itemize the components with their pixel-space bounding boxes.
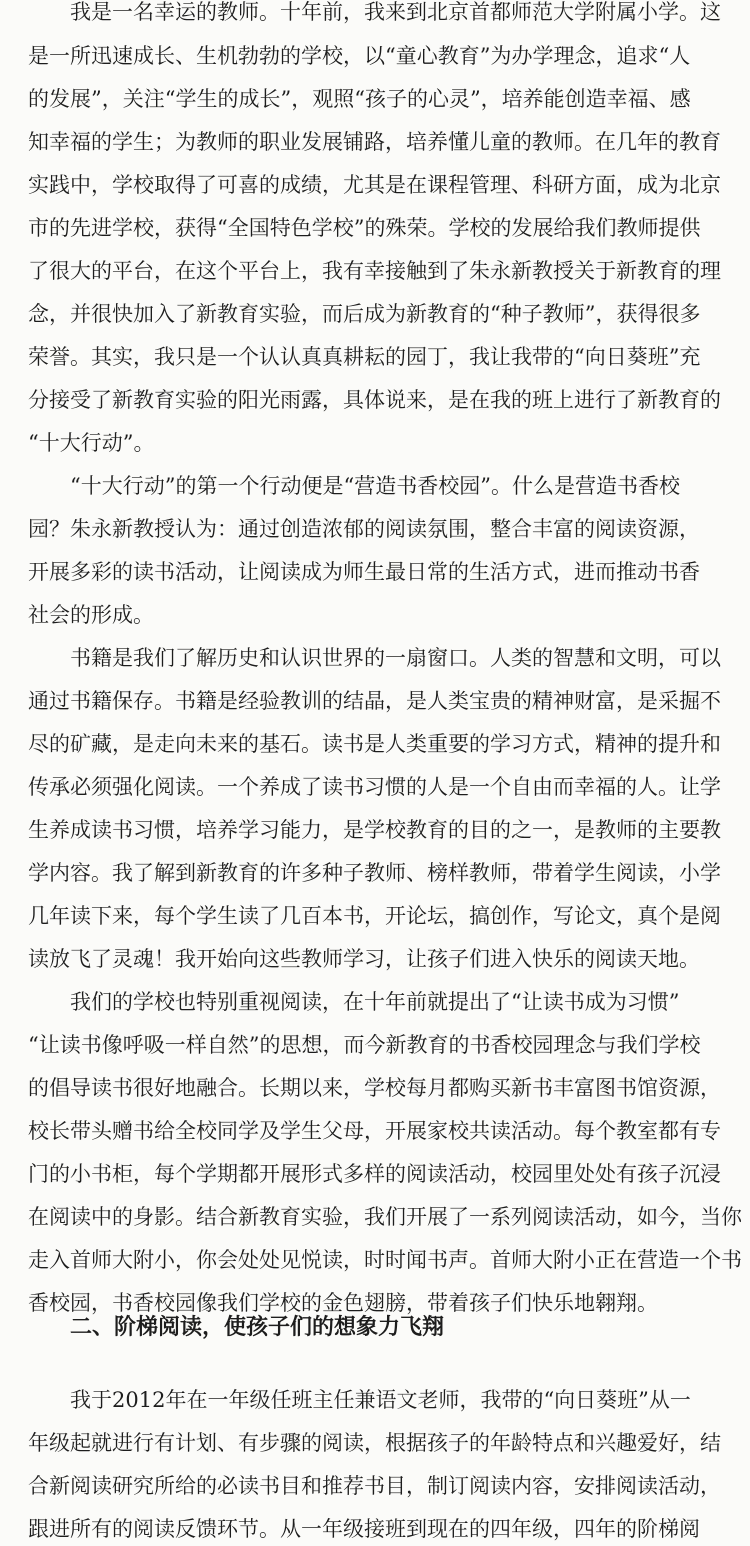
paragraph-3-line-3: 尽的矿藏，是走向未来的基石。读书是人类重要的学习方式，精神的提升和: [28, 732, 721, 756]
paragraph-1-line-1: 我是一名幸运的教师。十年前，我来到北京首都师范大学附属小学。这: [28, 0, 721, 24]
paragraph-4-line-5: 门的小书柜，每个学期都开展形式多样的阅读活动，校园里处处有孩子沉浸: [28, 1162, 721, 1186]
final-paragraph-line-4: 跟进所有的阅读反馈环节。从一年级接班到现在的四年级，四年的阶梯阅: [28, 1517, 700, 1541]
paragraph-4-line-1: 我们的学校也特别重视阅读，在十年前就提出了“让读书成为习惯”: [28, 990, 680, 1014]
final-paragraph-line-3: 合新阅读研究所给的必读书目和推荐书目，制订阅读内容，安排阅读活动，: [28, 1474, 721, 1498]
final-paragraph-line-1: 我于2012年在一年级任班主任兼语文老师，我带的“向日葵班”从一: [28, 1388, 691, 1412]
paragraph-3-line-5: 生养成读书习惯，培养学习能力，是学校教育的目的之一，是教师的主要教: [28, 818, 721, 842]
section-heading: 二、阶梯阅读，使孩子们的想象力飞翔: [70, 1315, 445, 1340]
paragraph-2-line-3: 开展多彩的读书活动，让阅读成为师生最日常的生活方式，进而推动书香: [28, 560, 700, 584]
paragraph-3-line-7: 几年读下来，每个学生读了几百本书，开论坛，搞创作，写论文，真个是阅: [28, 904, 721, 928]
paragraph-1-line-2: 是一所迅速成长、生机勃勃的学校，以“童心教育”为办学理念，追求“人: [28, 44, 691, 68]
paragraph-3-line-2: 通过书籍保存。书籍是经验教训的结晶，是人类宝贵的精神财富，是采掘不: [28, 689, 721, 713]
paragraph-1-line-9: 荣誉。其实，我只是一个认认真真耕耘的园丁，我让我带的“向日葵班”充: [28, 345, 701, 369]
paragraph-2-line-2: 园？朱永新教授认为：通过创造浓郁的阅读氛围，整合丰富的阅读资源，: [28, 517, 700, 541]
final-paragraph-line-2: 年级起就进行有计划、有步骤的阅读，根据孩子的年龄特点和兴趣爱好，结: [28, 1431, 721, 1455]
paragraph-3-line-6: 学内容。我了解到新教育的许多种子教师、榜样教师，带着学生阅读，小学: [28, 861, 721, 885]
paragraph-4-line-3: 的倡导读书很好地融合。长期以来，学校每月都购买新书丰富图书馆资源，: [28, 1076, 721, 1100]
paragraph-1-line-4: 知幸福的学生；为教师的职业发展铺路，培养懂儿童的教师。在几年的教育: [28, 130, 721, 154]
paragraph-4-line-8: 香校园，书香校园像我们学校的金色翅膀，带着孩子们快乐地翱翔。: [28, 1291, 658, 1315]
paragraph-3-line-1: 书籍是我们了解历史和认识世界的一扇窗口。人类的智慧和文明，可以: [28, 646, 721, 670]
paragraph-1-line-7: 了很大的平台，在这个平台上，我有幸接触到了朱永新教授关于新教育的理: [28, 259, 721, 283]
paragraph-2-line-1: “十大行动”的第一个行动便是“营造书香校园”。什么是营造书香校: [28, 474, 680, 498]
paragraph-1-line-3: 的发展”，关注“学生的成长”，观照“孩子的心灵”，培养能创造幸福、感: [28, 87, 691, 111]
paragraph-1-line-5: 实践中，学校取得了可喜的成绩，尤其是在课程管理、科研方面，成为北京: [28, 173, 721, 197]
paragraph-2-line-4: 社会的形成。: [28, 603, 154, 627]
paragraph-4-line-4: 校长带头赠书给全校同学及学生父母，开展家校共读活动。每个教室都有专: [28, 1119, 721, 1143]
paragraph-1-line-11: “十大行动”。: [28, 431, 155, 455]
paragraph-4-line-2: “让读书像呼吸一样自然”的思想，而今新教育的书香校园理念与我们学校: [28, 1033, 701, 1057]
paragraph-3-line-8: 读放飞了灵魂！我开始向这些教师学习，让孩子们进入快乐的阅读天地。: [28, 947, 700, 971]
paragraph-1-line-6: 市的先进学校，获得“全国特色学校”的殊荣。学校的发展给我们教师提供: [28, 216, 701, 240]
paragraph-4-line-7: 走入首师大附小，你会处处见悦读，时时闻书声。首师大附小正在营造一个书: [28, 1248, 742, 1272]
paragraph-4-line-6: 在阅读中的身影。结合新教育实验，我们开展了一系列阅读活动，如今，当你: [28, 1205, 742, 1229]
paragraph-3-line-4: 传承必须强化阅读。一个养成了读书习惯的人是一个自由而幸福的人。让学: [28, 775, 721, 799]
paragraph-1-line-10: 分接受了新教育实验的阳光雨露，具体说来，是在我的班上进行了新教育的: [28, 388, 721, 412]
paragraph-1-line-8: 念，并很快加入了新教育实验，而后成为新教育的“种子教师”，获得很多: [28, 302, 701, 326]
